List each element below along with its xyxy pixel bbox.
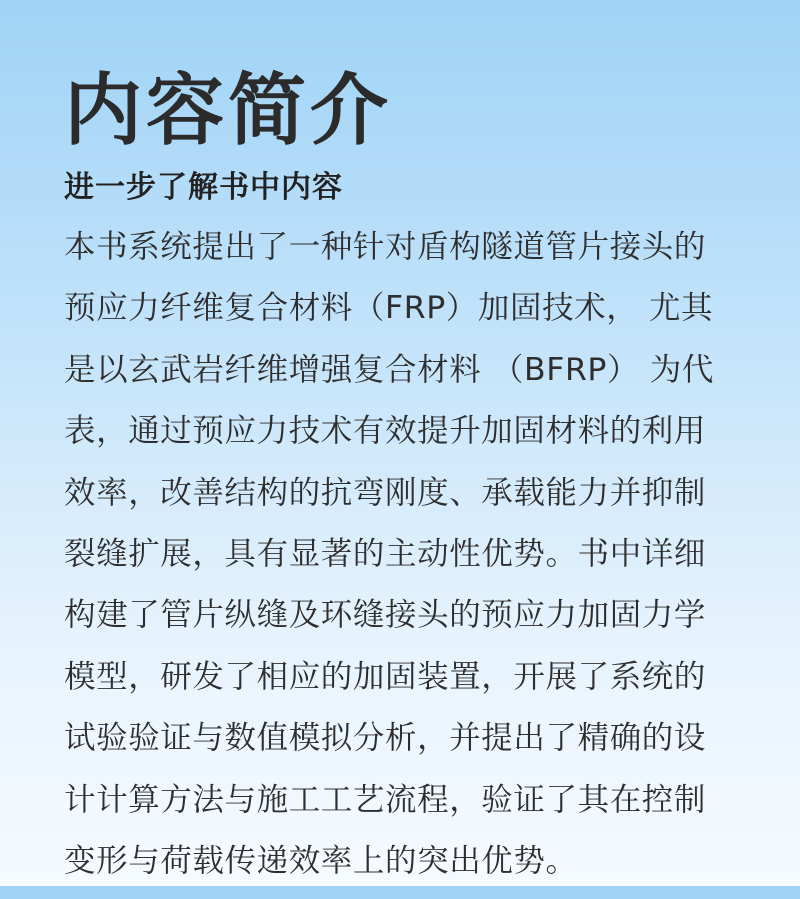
paragraph-line: 构建了管片纵缝及环缝接头的预应力加固力学 xyxy=(64,597,707,634)
page-subtitle: 进一步了解书中内容 xyxy=(64,170,343,205)
paragraph-line: 变形与荷载传递效率上的突出优势。 xyxy=(64,842,578,879)
paragraph-line: 模型，研发了相应的加固装置，开展了系统的 xyxy=(64,658,707,695)
page-title: 内容简介 xyxy=(64,66,393,156)
paragraph-line: 裂缝扩展，具有显著的主动性优势。书中详细 xyxy=(64,535,707,572)
paragraph-line: 效率，改善结构的抗弯刚度、承载能力并抑制 xyxy=(64,474,707,511)
paragraph-line: 预应力纤维复合材料（FRP）加固技术， 尤其 xyxy=(64,290,714,327)
intro-paragraph xyxy=(64,224,754,899)
paragraph-line: 计计算方法与施工工艺流程，验证了其在控制 xyxy=(64,781,707,818)
paragraph-line: 本书系统提出了一种针对盾构隧道管片接头的 xyxy=(64,229,707,265)
paragraph-line: 试验验证与数值模拟分析，并提出了精确的设 xyxy=(64,720,707,757)
paragraph-line: 是以玄武岩纤维增强复合材料 （BFRP） 为代 xyxy=(64,351,714,388)
paragraph-line: 表，通过预应力技术有效提升加固材料的利用 xyxy=(64,413,707,450)
